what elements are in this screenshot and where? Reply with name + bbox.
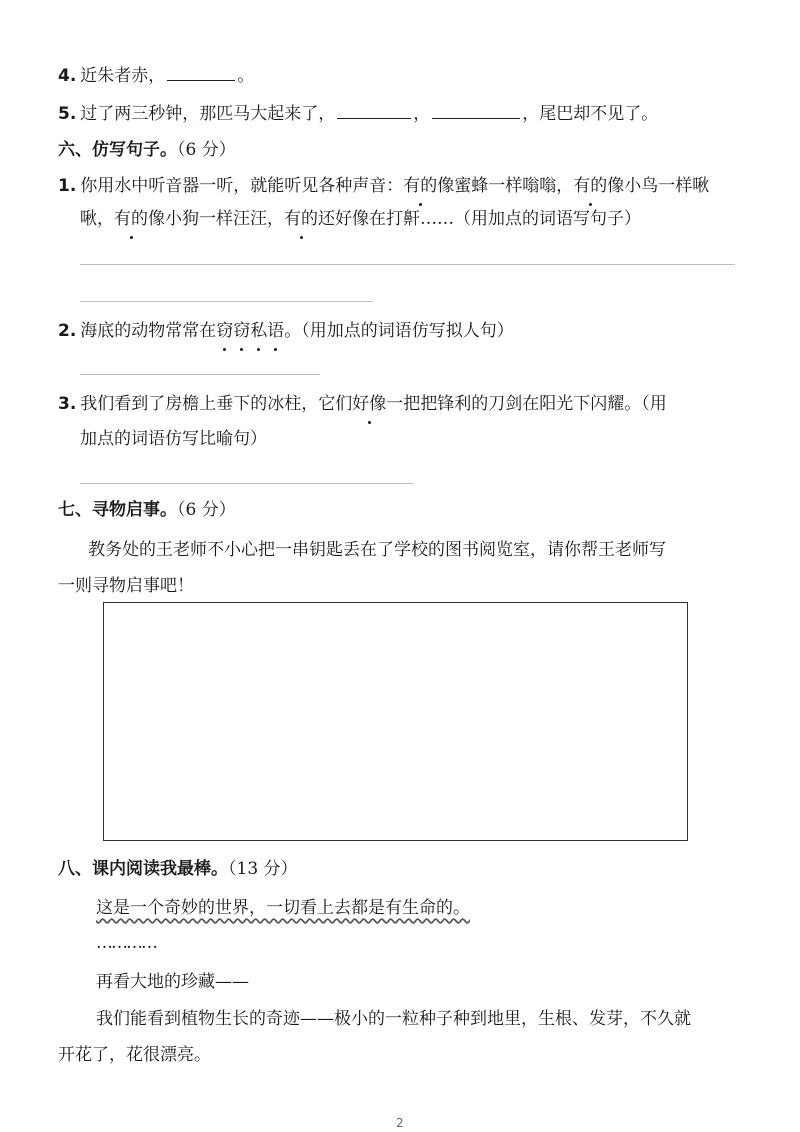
dotted-word: 有的 (403, 173, 437, 199)
passage-text: 再看大地的珍藏—— (96, 972, 249, 992)
dotted-char: 语 (267, 318, 284, 344)
dotted-char: 窃 (216, 318, 233, 344)
section-points: （6 分） (177, 140, 236, 160)
passage-line-4 (96, 1006, 691, 1032)
s6-question-3-line-1 (58, 391, 667, 417)
question-text: 一把把锋利的刀剑在阳光下闪耀。（用 (386, 394, 667, 414)
prompt-text: 一则寻物启事吧！ (58, 576, 194, 596)
dotted-char: 私 (250, 318, 267, 344)
question-number: 4. (58, 66, 77, 86)
section-points: （6 分） (177, 500, 236, 520)
section-title: 八、课内阅读我最棒。 (58, 859, 228, 879)
wavy-underlined-sentence: 这是一个奇妙的世界，一切看上去都是有生命的。 (96, 898, 470, 918)
passage-line-5 (58, 1042, 211, 1068)
dotted-char: 窃 (233, 318, 250, 344)
question-text: 过了两三秒钟，那匹马大起来了， (80, 104, 336, 124)
question-text: 。（用加点的词语仿写拟人句） (284, 321, 514, 341)
section-6-heading (58, 137, 236, 163)
question-text: 像蜜蜂一样嗡嗡， (437, 176, 574, 196)
passage-line-3 (96, 969, 249, 995)
answer-line[interactable] (80, 374, 320, 375)
answer-line[interactable] (80, 301, 373, 302)
question-number: 5. (58, 104, 77, 124)
section-8-heading (58, 856, 298, 882)
section-title: 六、仿写句子。 (58, 140, 177, 160)
writing-box[interactable] (103, 602, 688, 841)
s6-question-1-line-2 (80, 206, 641, 232)
section-7-heading (58, 497, 236, 523)
section-7-prompt-line-2 (58, 573, 194, 599)
question-text: 近朱者赤， (80, 66, 166, 86)
page-number: 2 (396, 1116, 404, 1130)
s6-question-2 (58, 318, 514, 344)
question-5 (58, 100, 658, 127)
answer-blank[interactable] (167, 62, 235, 81)
section-points: （13 分） (228, 859, 298, 879)
question-text: 还好像在打鼾……（用加点的词语写句子） (318, 209, 641, 229)
dotted-word: 有的 (284, 206, 318, 232)
s6-question-3-line-2 (80, 426, 267, 452)
passage-ellipsis (96, 930, 156, 956)
answer-blank-2[interactable] (432, 100, 520, 119)
passage-text: 我们能看到植物生长的奇迹——极小的一粒种子种到地里，生根、发芽，不久就 (96, 1009, 691, 1029)
answer-blank-1[interactable] (337, 100, 411, 119)
dotted-word: 有的 (573, 173, 607, 199)
s6-question-1-line-1 (58, 173, 709, 199)
question-number: 3. (58, 394, 77, 414)
answer-line[interactable] (80, 483, 413, 484)
question-text: 像小狗一样汪汪， (148, 209, 284, 229)
answer-line[interactable] (80, 264, 735, 265)
question-text: 海底的动物常常在 (80, 321, 217, 341)
question-number: 2. (58, 321, 77, 341)
dotted-word: 好像 (352, 391, 386, 417)
dotted-word: 有的 (114, 206, 148, 232)
passage-text: 开花了，花很漂亮。 (58, 1045, 211, 1065)
separator: ， (413, 104, 431, 124)
question-text-end: ，尾巴却不见了。 (522, 104, 659, 124)
section-7-prompt-line-1 (88, 537, 666, 563)
question-text: 啾， (80, 209, 114, 229)
prompt-text: 教务处的王老师不小心把一串钥匙丢在了学校的图书阅览室，请你帮王老师写 (88, 540, 666, 560)
passage-line-1 (96, 895, 470, 921)
section-title: 七、寻物启事。 (58, 500, 177, 520)
question-text: 像小鸟一样啾 (607, 176, 710, 196)
question-number: 1. (58, 176, 77, 196)
ellipsis: ………… (96, 933, 156, 953)
question-text-end: 。 (237, 66, 255, 86)
question-text: 加点的词语仿写比喻句） (80, 429, 267, 449)
question-text: 你用水中听音器一听，就能听见各种声音： (80, 176, 404, 196)
question-text: 我们看到了房檐上垂下的冰柱，它们 (80, 394, 353, 414)
question-4 (58, 62, 254, 89)
